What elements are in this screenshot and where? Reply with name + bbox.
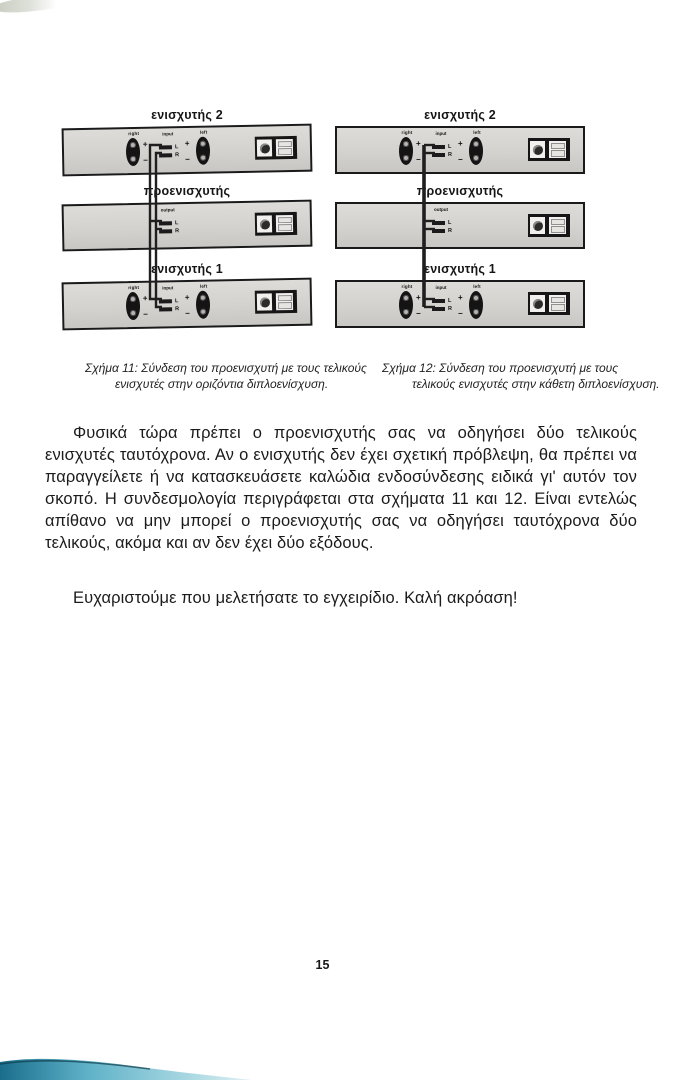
channel-l-label: L [174,297,179,304]
post-hole [403,141,409,147]
fuse-holder [276,293,293,310]
channel-l-label: L [448,219,452,226]
jack-row-right [432,151,452,159]
left-channel-terminal [458,284,493,328]
post-hole [130,296,136,302]
terminal-label-left: left [473,284,481,289]
jack-row-right [159,305,179,313]
jack-row-left [432,297,452,305]
page-number: 15 [315,958,330,972]
amp1-rear-panel [62,278,313,331]
terminal-label-left: left [199,283,208,289]
post-hole [130,310,136,316]
output-jacks [159,219,179,235]
left-channel-terminal [184,129,221,174]
knob-dot [259,297,269,307]
jack-row-left [432,143,452,151]
binding-post [469,291,483,319]
terminal-label-left: left [199,129,208,135]
output-label: output [160,207,175,213]
amp2-title: ενισχυτής 2 [424,108,496,122]
knob-dot [259,143,269,153]
amp1-rear-panel [335,280,585,328]
input-jacks [432,143,452,159]
input-label: input [435,131,447,136]
jack-bar [159,299,172,303]
post-hole [403,309,409,315]
channel-r-label: R [448,227,452,234]
fuse-cell [277,216,291,223]
jack-row-right [432,305,452,313]
fuse-holder [276,139,293,156]
plus-sign: + [458,293,463,302]
scan-artifact-book-edge [0,1054,252,1080]
fuse-cell [551,304,565,311]
jack-bar [159,145,172,149]
jack-bar [432,229,445,233]
power-knob-icon [530,217,545,234]
fuse-cell [277,148,291,155]
jack-bar [432,153,445,157]
channel-r-label: R [448,151,452,158]
plus-sign: + [416,139,421,148]
input-label: input [162,131,174,137]
plus-sign: + [142,139,148,149]
channel-l-label: L [174,219,179,226]
channel-l-label: L [448,297,452,304]
power-knob-icon [257,293,272,310]
figure-11-caption: Σχήμα 11: Σύνδεση του προενισχυτή με τους τελικούς ενισχυτές στην οριζόντια διπλοενίσχυση. [85,361,367,391]
preamp-rear-panel [335,202,585,249]
fuse-cell [551,219,565,226]
right-channel-terminal [118,131,151,176]
input-jacks [159,297,179,313]
post-hole [200,309,206,315]
fuse-cell [551,297,565,304]
output-jacks [432,219,452,235]
minus-sign: − [185,308,190,319]
jack-bar [432,307,445,311]
jack-bar [432,299,445,303]
fuse-cell [277,302,291,309]
knob-dot [533,299,543,309]
fuse-cell [277,140,291,147]
jack-row-right [159,151,179,159]
post-hole [403,155,409,161]
amp2-rear-panel [62,124,313,177]
minus-sign: − [416,155,421,164]
plus-sign: + [184,138,190,149]
power-knob-icon [530,295,545,312]
minus-sign: − [416,309,421,318]
post-hole [200,155,206,161]
fuse-cell [277,224,291,231]
jack-bar [432,145,445,149]
post-hole [130,142,136,148]
post-hole [200,141,206,147]
power-inlet-module [528,292,570,315]
binding-post [196,291,211,319]
minus-sign: − [458,155,463,164]
power-inlet-module [255,136,297,160]
minus-sign: − [458,309,463,318]
input-label: input [162,285,174,291]
binding-post [126,292,141,320]
amp2-title: ενισχυτής 2 [151,108,223,122]
fuse-cell [277,294,291,301]
jack-bar [159,307,172,311]
jack-row-left [432,219,452,227]
preamp-rear-panel [62,200,313,252]
jack-bar [159,229,172,233]
binding-post [126,138,141,166]
terminal-label-right: right [128,284,140,291]
input-jacks [159,143,179,159]
minus-sign: − [185,154,190,165]
binding-post [196,137,211,165]
right-channel-terminal [118,285,151,330]
binding-post [399,291,413,319]
knob-dot [533,221,543,231]
left-channel-terminal [184,283,221,328]
fuse-holder [276,215,293,232]
post-hole [473,155,479,161]
jack-row-right [432,227,452,235]
right-channel-terminal [391,284,423,328]
channel-r-label: R [175,305,180,312]
channel-r-label: R [175,227,180,234]
plus-sign: + [458,139,463,148]
input-label: input [435,285,447,290]
preamp-title: προενισχυτής [416,184,504,198]
channel-r-label: R [175,151,180,158]
plus-sign: + [416,293,421,302]
post-hole [473,141,479,147]
post-hole [473,295,479,301]
minus-sign: − [143,309,148,319]
figures-row [0,0,681,328]
post-hole [403,295,409,301]
closing-paragraph: Ευχαριστούμε που μελετήσατε το εγχειρίδιο. Καλή ακρόαση! [73,589,518,607]
post-hole [473,309,479,315]
jack-bar [159,221,172,225]
preamp-title: προενισχυτής [143,184,231,198]
left-channel-terminal [458,130,493,174]
terminal-label-left: left [473,130,481,135]
power-knob-icon [257,215,272,232]
fuse-cell [551,226,565,233]
fuse-holder [549,295,566,312]
fuse-cell [551,143,565,150]
power-inlet-module [255,212,297,236]
channel-r-label: R [448,305,452,312]
knob-dot [259,219,269,229]
output-label: output [434,207,448,212]
channel-l-label: L [448,143,452,150]
amp2-rear-panel [335,126,585,174]
body-paragraph: Φυσικά τώρα πρέπει ο προενισχυτής σας να οδηγήσει δύο τελικούς ενισχυτές ταυτόχρονα. Αν ο ενισχυτής δεν έχει σχετική πρόβλεψη, θα πρέπει να παραγγείλετε ή να κατασκευάσετε καλώδια ενδοσύνδεσης ειδικά γι' αυτόν τον σκοπό. Η συνδεσμολογία περιγράφεται στα σχήματα 11 και 12. Είναι εντελώς απίθανο να μην μπορεί ο προενισχυτής σας να οδηγήσει ταυτόχρονα δύο τελικούς, ακόμα και αν δεν έχει δύο εξόδους. [45,424,637,552]
power-inlet-module [528,214,570,237]
post-hole [130,156,136,162]
knob-dot [533,145,543,155]
power-inlet-module [528,138,570,161]
minus-sign: − [143,155,148,165]
power-knob-icon [257,139,272,156]
channel-l-label: L [174,143,179,150]
amp1-title: ενισχυτής 1 [151,262,223,276]
binding-post [469,137,483,165]
fuse-holder [549,141,566,158]
captions-row [85,360,681,392]
post-hole [200,295,206,301]
terminal-label-right: right [128,130,140,137]
terminal-label-right: right [401,284,413,289]
jack-bar [159,153,172,157]
power-inlet-module [255,290,297,314]
jack-bar [432,221,445,225]
binding-post [399,137,413,165]
figure-12 [335,108,585,328]
right-channel-terminal [391,130,423,174]
fuse-holder [549,217,566,234]
figure-12-caption: Σχήμα 12: Σύνδεση του προενισχυτή με τους τελικούς ενισχυτές στην κάθετη διπλοενίσχυση. [382,361,660,391]
figure-11 [62,108,312,328]
terminal-label-right: right [401,130,413,135]
fuse-cell [551,150,565,157]
input-jacks [432,297,452,313]
amp1-title: ενισχυτής 1 [424,262,496,276]
jack-row-right [159,227,179,235]
power-knob-icon [530,141,545,158]
plus-sign: + [142,293,148,303]
plus-sign: + [184,292,190,303]
